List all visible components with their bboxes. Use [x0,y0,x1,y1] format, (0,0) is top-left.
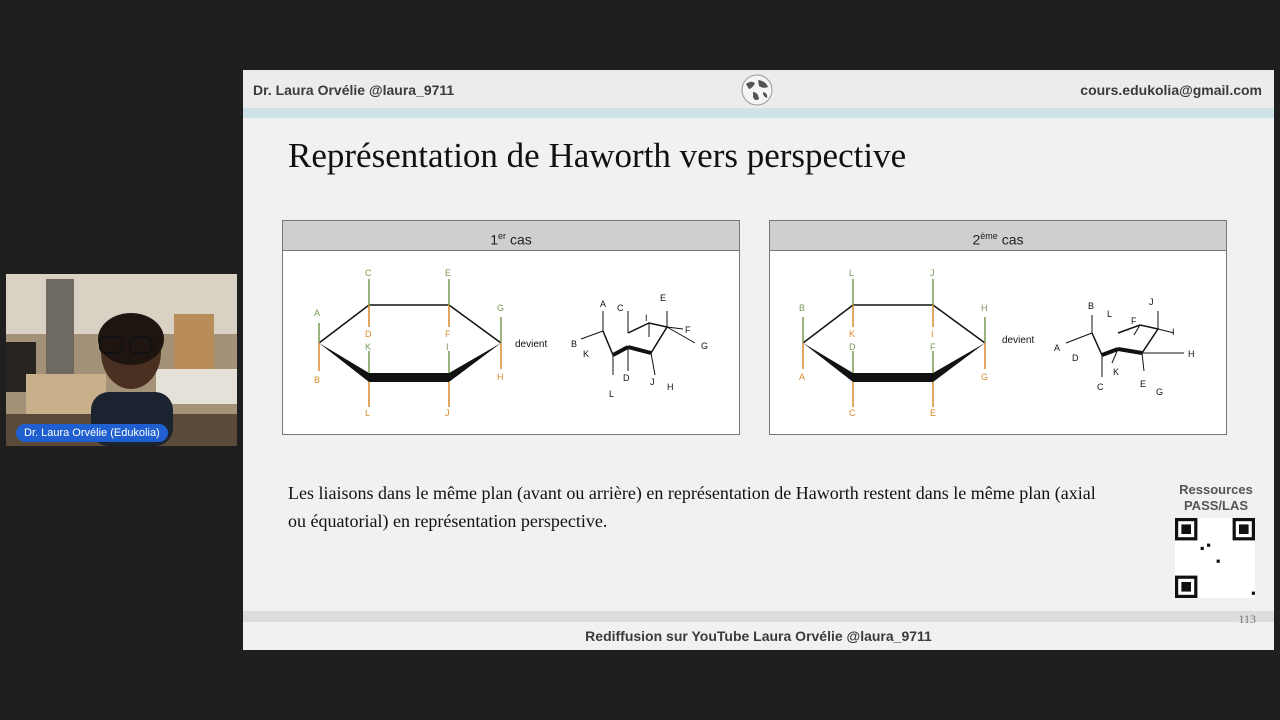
label-e: E [445,268,452,278]
label-g: G [497,303,505,313]
svg-text:B: B [571,339,578,349]
svg-text:G: G [701,341,709,351]
webcam-video [6,274,237,446]
case-1-panel [282,220,740,435]
svg-text:I: I [1172,327,1175,337]
case-1-header: 1er cas [283,221,739,251]
svg-text:F: F [685,325,691,335]
devient-label-1: devient [515,339,548,350]
globe-icon [739,72,775,108]
slide-title: Représentation de Haworth vers perspective [288,136,907,175]
svg-text:E: E [930,408,937,418]
svg-text:E: E [660,293,667,303]
svg-text:H: H [1188,349,1195,359]
svg-text:G: G [1156,387,1164,397]
svg-text:I: I [645,313,648,323]
svg-text:K: K [1113,367,1120,377]
chair-2 [1066,311,1184,377]
haworth-labels-1 [314,268,504,418]
chair-1 [581,311,695,375]
label-l: L [365,408,371,418]
presentation-slide [243,70,1274,650]
svg-text:H: H [981,303,988,313]
chair-labels-2 [1054,297,1195,397]
svg-text:K: K [583,349,590,359]
svg-text:G: G [981,372,989,382]
svg-text:K: K [849,329,856,339]
svg-text:J: J [1149,297,1154,307]
svg-text:C: C [1097,382,1104,392]
svg-text:F: F [930,342,936,352]
haworth-labels-2 [799,268,988,418]
haworth-ring-2 [803,279,985,407]
svg-text:J: J [650,377,655,387]
svg-text:A: A [1054,343,1061,353]
svg-text:I: I [931,329,934,339]
svg-text:J: J [930,268,935,278]
webcam-name-badge: Dr. Laura Orvélie (Edukolia) [16,424,168,442]
slide-body-text: Les liaisons dans le même plan (avant ou arrière) en représentation de Haworth restent dans le même plan (axial ou équatorial) en représentation perspective. [288,483,1096,531]
header-stripe [243,108,1274,118]
svg-text:C: C [849,408,856,418]
label-j: J [445,408,450,418]
page-number: 113 [1238,612,1256,626]
svg-text:B: B [799,303,806,313]
label-b: B [314,375,321,385]
svg-text:A: A [600,299,607,309]
resources-label: Ressources PASS/LAS [1179,482,1253,513]
svg-text:C: C [617,303,624,313]
label-h: H [497,372,504,382]
case-2-panel [769,220,1227,435]
author-handle: Dr. Laura Orvélie @laura_9711 [253,82,455,98]
label-d: D [365,329,372,339]
svg-text:H: H [667,382,674,392]
svg-text:D: D [623,373,630,383]
svg-text:B: B [1088,301,1095,311]
svg-text:L: L [1107,309,1113,319]
svg-text:F: F [1131,316,1137,326]
svg-text:D: D [1072,353,1079,363]
svg-text:E: E [1140,379,1147,389]
svg-text:L: L [609,389,615,399]
label-i: I [446,342,449,352]
label-c: C [365,268,372,278]
case-2-header: 2ème cas [770,221,1226,251]
case-2-diagram [770,251,1226,434]
contact-email: cours.edukolia@gmail.com [1080,82,1262,98]
chair-labels-1 [571,293,708,399]
webcam-scene [6,274,237,446]
footer-text: Rediffusion sur YouTube Laura Orvélie @laura_9711 [585,628,932,644]
svg-text:D: D [849,342,856,352]
svg-text:L: L [849,268,855,278]
haworth-ring-1 [319,279,501,407]
label-f: F [445,329,451,339]
devient-label-2: devient [1002,335,1035,346]
qr-code-icon[interactable] [1175,518,1255,598]
svg-text:A: A [799,372,806,382]
case-1-diagram [283,251,739,434]
label-a: A [314,308,321,318]
label-k: K [365,342,372,352]
footer-stripe [243,611,1274,622]
